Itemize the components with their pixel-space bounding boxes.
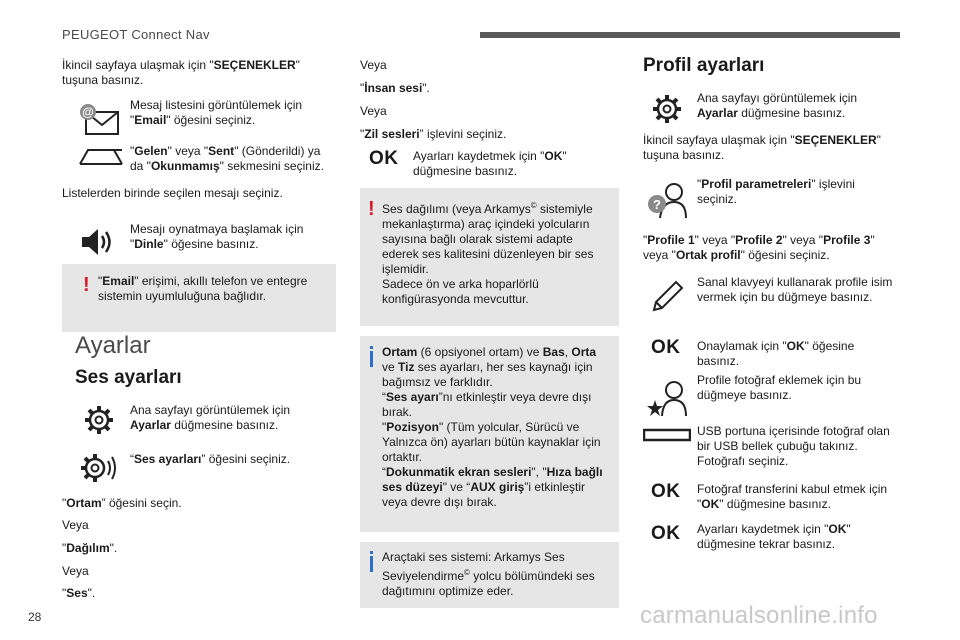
insan-sesi-text: "İnsan sesi". [360, 81, 430, 95]
profile-home-instruction: Ana sayfayı görüntülemek için Ayarlar düğmesine basınız. [697, 91, 858, 120]
running-header: PEUGEOT Connect Nav [62, 27, 210, 42]
info-icon-bar [370, 351, 373, 367]
audio-settings-icon [80, 452, 120, 484]
tabs-instruction: "Gelen" veya "Sent" (Gönderildi) ya da "Okunmamış" sekmesini seçiniz. [130, 144, 324, 173]
pencil-icon [650, 278, 684, 314]
profile-select-text: "Profile 1" veya "Profile 2" veya "Profile 3" veya "Ortak profil" öğesini seçiniz. [643, 233, 875, 262]
save-again-instruction: Ayarları kaydetmek için "OK" düğmesine tekrar basınız. [697, 522, 851, 551]
ok-icon: OK [369, 148, 399, 169]
ok-icon: OK [651, 481, 681, 502]
distribution-warning-text: Ses dağılımı (veya Arkamys© sistemiyle mekanlaştırma) araç içindeki yolcuların sayısına bağlı olarak sistemi adapte ederek ses kalitesini düzenleyen bir ses işlemidir. Sadece ön ve arka hoparlörlü konfigürasyonda mevcuttur. [382, 201, 594, 306]
header-bar [480, 32, 900, 38]
profil-ayarlari-heading: Profil ayarları [643, 55, 765, 76]
keyboard-instruction: Sanal klavyeyi kullanarak profile isim vermek için bu düğmeye basınız. [697, 275, 893, 304]
warning-icon: ! [368, 198, 375, 220]
ses-text: "Ses". [62, 586, 96, 600]
profile-question-icon [646, 180, 688, 220]
email-icon [80, 102, 120, 136]
usb-instruction: USB portuna içerisinde fotoğraf olan bir USB bellek çubuğu takınız. Fotoğrafı seçiniz. [697, 424, 890, 468]
ok-icon: OK [651, 523, 681, 544]
ortam-text: "Ortam” öğesini seçin. [62, 496, 182, 510]
settings-gear-icon [84, 405, 114, 435]
settings-gear-icon [652, 94, 682, 124]
email-instruction: Mesaj listesini görüntülemek için "Email" öğesini seçiniz. [130, 98, 303, 127]
info-icon-bar [370, 556, 373, 572]
list-select-text: Listelerden birinde seçilen mesajı seçiniz. [62, 186, 283, 200]
secenekler-instruction: İkincil sayfaya ulaşmak için "SEÇENEKLER" tuşuna basınız. [62, 58, 300, 87]
veya-text-1: Veya [62, 518, 89, 532]
ses-ayarlari-heading: Ses ayarları [75, 367, 182, 388]
save-instruction: Ayarları kaydetmek için "OK" düğmesine basınız. [413, 149, 567, 178]
dagilim-text: "Dağılım". [62, 541, 118, 555]
home-instruction: Ana sayfayı görüntülemek için Ayarlar düğmesine basınız. [130, 403, 291, 432]
profile-params-instruction: "Profil parametreleri" işlevini seçiniz. [697, 177, 855, 206]
speaker-icon [80, 226, 118, 258]
arkamys-info-text: Araçtaki ses sistemi: Arkamys Ses Seviyelendirme© yolcu bölümündeki ses dağıtımını optimize eder. [382, 550, 595, 598]
veya-text-4: Veya [360, 104, 387, 118]
warning-icon: ! [83, 274, 90, 296]
profile-secenekler-instruction: İkincil sayfaya ulaşmak için "SEÇENEKLER" tuşuna basınız. [643, 133, 881, 162]
info-icon [370, 551, 373, 554]
svg-text:?: ? [653, 197, 661, 212]
ayarlar-heading: Ayarlar [75, 332, 151, 359]
veya-text-2: Veya [62, 564, 89, 578]
audio-info-text: Ortam (6 opsiyonel ortam) ve Bas, Orta ve Tiz ses ayarları, her ses kaynağı için bağımsız ve farklıdır. “Ses ayarı”nı etkinleştir veya devre dışı bırak. "Pozisyon" (Tüm yolcular, Sürücü ve Yalnızca ön) ayarları bütün kaynaklar için ortaktır. “Dokunmatik ekran sesleri", "Hıza bağlı ses düzeyi" ve “AUX giriş”i etkinleştir veya devre dışı bırak. [382, 345, 603, 509]
audio-settings-instruction: “Ses ayarları” öğesini seçiniz. [130, 452, 291, 466]
tab-icon [78, 146, 124, 166]
zil-sesleri-text: "Zil sesleri” işlevini seçiniz. [360, 127, 507, 141]
confirm-instruction: Onaylamak için "OK" öğesine basınız. [697, 339, 855, 368]
svg-text:@: @ [82, 105, 94, 119]
ok-icon: OK [651, 337, 681, 358]
veya-text-3: Veya [360, 58, 387, 72]
listen-instruction: Mesajı oynatmaya başlamak için "Dinle" öğesine basınız. [130, 222, 304, 251]
photo-instruction: Profile fotoğraf eklemek için bu düğmeye basınız. [697, 373, 862, 402]
page-number: 28 [28, 610, 42, 624]
usb-stick-icon [643, 428, 691, 442]
email-warning-text: "Email" erişimi, akıllı telefon ve entegre sistemin uyumluluğuna bağlıdır. [98, 274, 308, 303]
watermark: carmanualsonline.info [640, 602, 878, 629]
accept-photo-instruction: Fotoğraf transferini kabul etmek için "OK" düğmesine basınız. [697, 482, 888, 511]
info-icon [370, 346, 373, 349]
profile-photo-icon [646, 378, 688, 418]
